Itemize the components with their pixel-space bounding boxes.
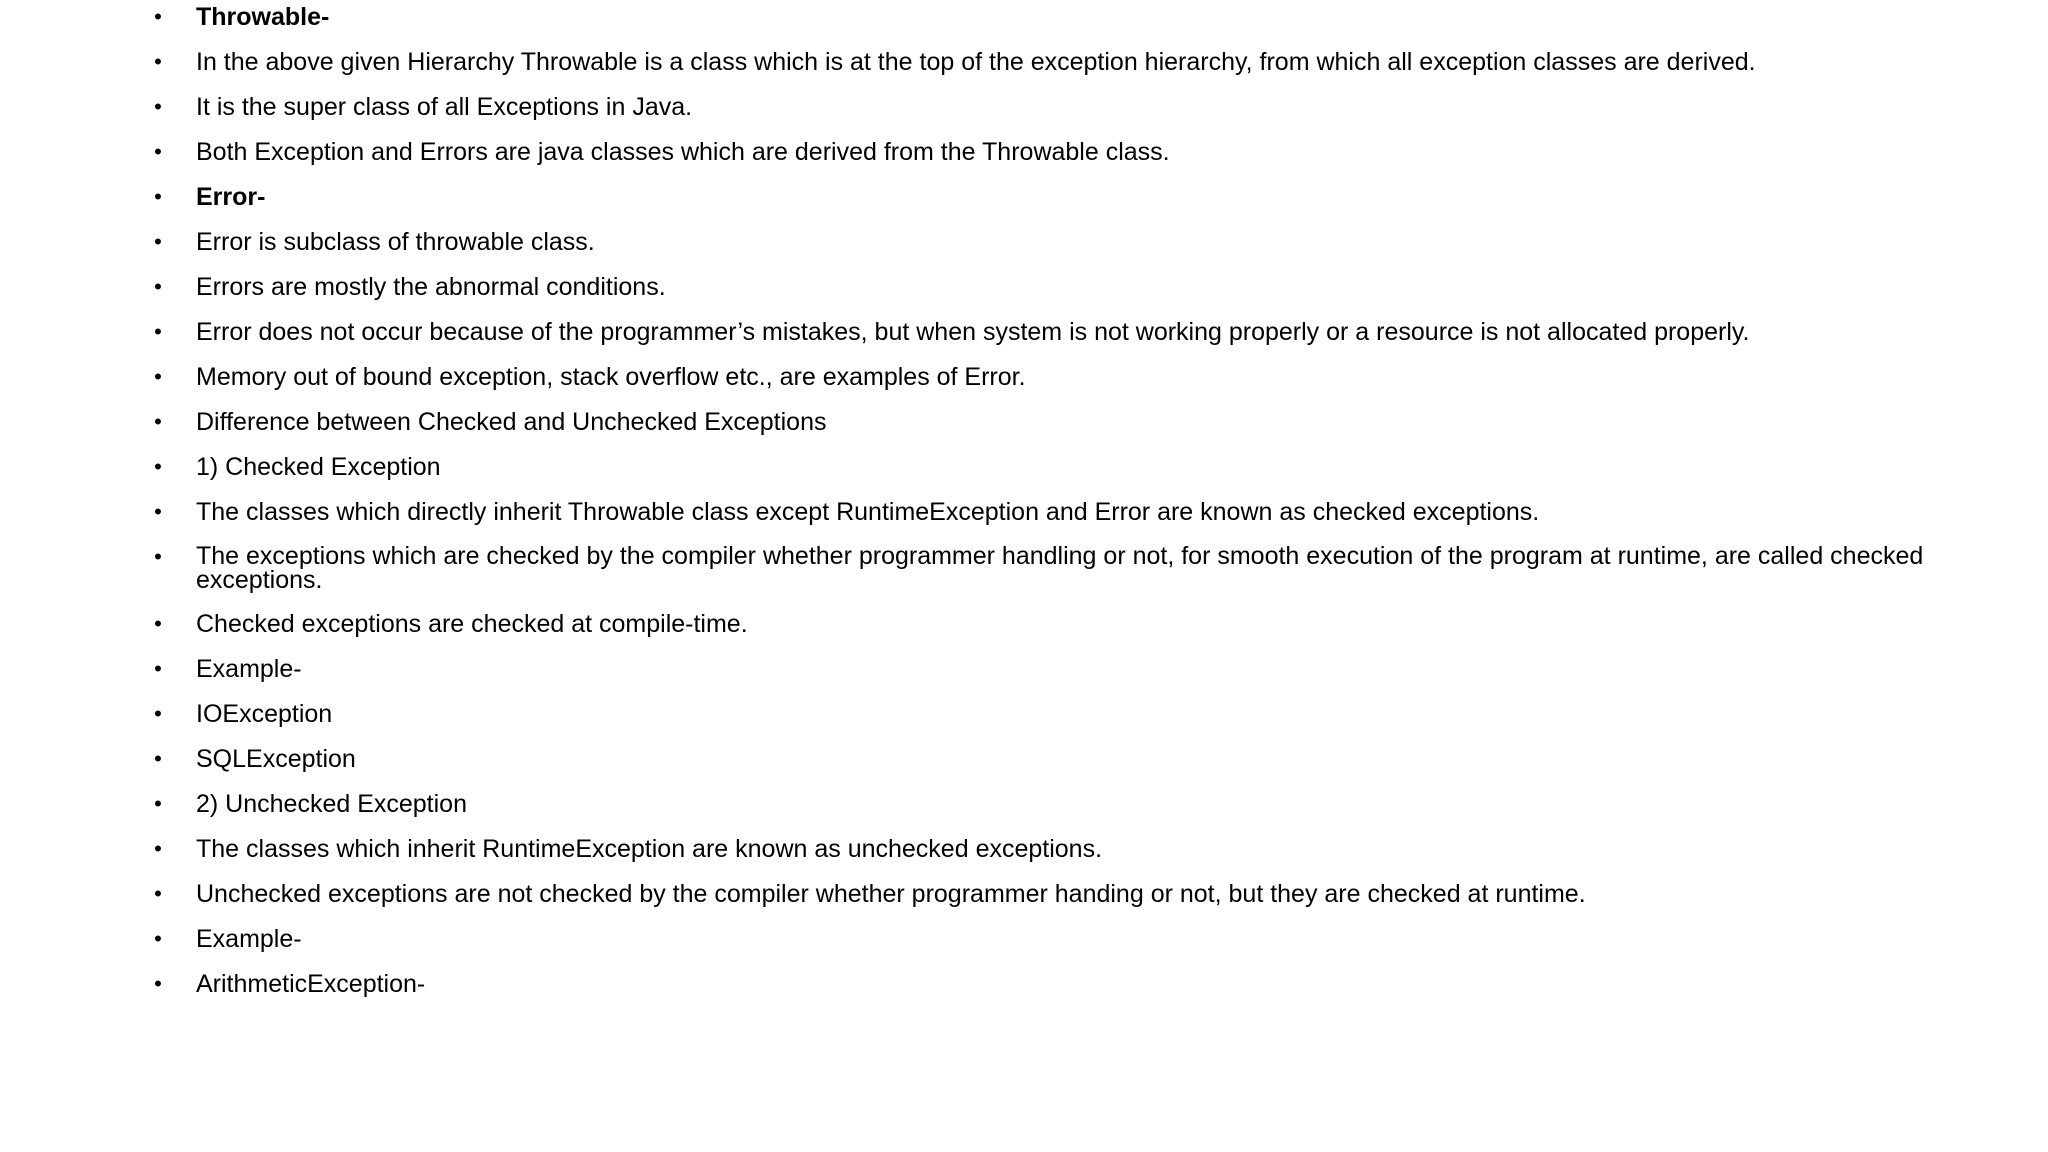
bullet-text: Unchecked exceptions are not checked by the compiler whether programmer handing or not, but they are checked at runtime. (196, 880, 1586, 908)
bullet-text: Difference between Checked and Unchecked Exceptions (196, 408, 827, 436)
bullet-icon: • (154, 454, 162, 479)
bullet-icon: • (154, 611, 162, 636)
list-item (150, 274, 1930, 300)
list-item (150, 49, 1930, 75)
list-item (150, 364, 1930, 390)
list-item (150, 791, 1930, 817)
bullet-text: Checked exceptions are checked at compile-time. (196, 610, 748, 638)
bullet-icon: • (154, 409, 162, 434)
bullet-text: SQLException (196, 745, 356, 773)
list-item (150, 184, 1930, 210)
list-item (150, 926, 1930, 952)
bullet-text: 2) Unchecked Exception (196, 790, 467, 818)
list-item (150, 656, 1930, 682)
bullet-text: Errors are mostly the abnormal conditions. (196, 273, 666, 301)
bullet-text: The exceptions which are checked by the compiler whether programmer handling or not, for smooth execution of the program at runtime, are called checked exceptions. (196, 542, 1931, 594)
bullet-icon: • (154, 94, 162, 119)
list-item (150, 4, 1930, 30)
list-item (150, 701, 1930, 727)
bullet-text: Example- (196, 925, 302, 953)
bullet-text: Error- (196, 183, 266, 211)
bullet-text: 1) Checked Exception (196, 453, 441, 481)
bullet-icon: • (154, 544, 162, 569)
bullet-text: Error does not occur because of the programmer’s mistakes, but when system is not working properly or a resource is not allocated properly. (196, 318, 1750, 346)
bullet-icon: • (154, 701, 162, 726)
list-item (150, 544, 1930, 592)
bullet-text: Memory out of bound exception, stack overflow etc., are examples of Error. (196, 363, 1026, 391)
list-item (150, 499, 1930, 525)
list-item (150, 409, 1930, 435)
bullet-text: The classes which directly inherit Throwable class except RuntimeException and Error are known as checked exceptions. (196, 498, 1540, 526)
list-item (150, 746, 1930, 772)
bullet-text: Error is subclass of throwable class. (196, 228, 595, 256)
bullet-icon: • (154, 746, 162, 771)
list-item (150, 139, 1930, 165)
list-item (150, 971, 1930, 997)
bullet-text: In the above given Hierarchy Throwable is a class which is at the top of the exception hierarchy, from which all exception classes are derived. (196, 48, 1756, 76)
bullet-text: The classes which inherit RuntimeException are known as unchecked exceptions. (196, 835, 1103, 863)
bullet-icon: • (154, 791, 162, 816)
bullet-icon: • (154, 4, 162, 29)
bullet-icon: • (154, 319, 162, 344)
bullet-list (150, 0, 1930, 1016)
list-item (150, 229, 1930, 255)
bullet-icon: • (154, 836, 162, 861)
bullet-text: IOException (196, 700, 333, 728)
bullet-icon: • (154, 49, 162, 74)
bullet-text: Example- (196, 655, 302, 683)
bullet-icon: • (154, 881, 162, 906)
bullet-text: ArithmeticException- (196, 970, 426, 998)
bullet-icon: • (154, 139, 162, 164)
bullet-icon: • (154, 971, 162, 996)
bullet-icon: • (154, 499, 162, 524)
bullet-text: Throwable- (196, 3, 330, 31)
bullet-icon: • (154, 184, 162, 209)
bullet-icon: • (154, 926, 162, 951)
list-item (150, 611, 1930, 637)
bullet-text: It is the super class of all Exceptions in Java. (196, 93, 693, 121)
bullet-icon: • (154, 364, 162, 389)
list-item (150, 836, 1930, 862)
bullet-icon: • (154, 229, 162, 254)
bullet-icon: • (154, 656, 162, 681)
bullet-icon: • (154, 274, 162, 299)
list-item (150, 881, 1930, 907)
list-item (150, 94, 1930, 120)
list-item (150, 454, 1930, 480)
list-item (150, 319, 1930, 345)
bullet-text: Both Exception and Errors are java classes which are derived from the Throwable class. (196, 138, 1170, 166)
